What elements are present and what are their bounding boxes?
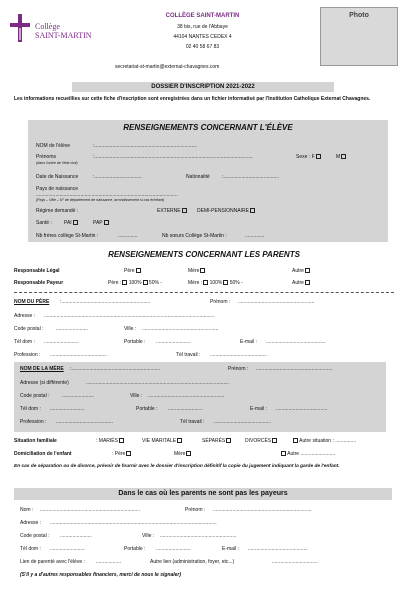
adresse-pere-label: Adresse :	[14, 313, 36, 319]
dom-mere-label: Mère	[174, 451, 186, 457]
vie-maritale-checkbox[interactable]	[177, 438, 182, 443]
email: secretariat-st-martin@externat-chavagnes.com	[115, 64, 220, 70]
ville-pere-label: Ville :	[124, 326, 137, 332]
teltravail-pere-dots[interactable]: .........................................	[210, 352, 267, 358]
payeur-ville-dots[interactable]: .......................................................	[160, 533, 237, 539]
payeur-email-label: E-mail :	[222, 546, 239, 552]
cp-mere-label: Code postal :	[20, 393, 50, 399]
situation-vie-maritale	[142, 438, 182, 444]
payeur-lien-dots[interactable]: ..................	[96, 559, 122, 565]
resp-legal-pere-checkbox[interactable]	[136, 268, 141, 273]
payeurs-section-title: Dans le cas où les parents ne sont pas les payeurs	[118, 490, 288, 497]
payeur-prenom-label: Prénom :	[185, 507, 206, 513]
payeur-pere-50-label: 50%	[148, 280, 159, 286]
teldom-pere-label: Tél dom :	[14, 339, 35, 345]
regime-externe	[157, 208, 187, 214]
regime-demi	[197, 208, 255, 214]
portable-mere-dots[interactable]: .........................	[168, 406, 203, 412]
profession-pere-dots[interactable]: .........................................	[50, 352, 107, 358]
payeur-cp-dots[interactable]: .......................	[60, 533, 92, 539]
teltravail-pere-label: Tél travail :	[176, 352, 201, 358]
logo-text: Collège	[35, 22, 60, 31]
logo-cross-icon	[10, 14, 30, 42]
domiciliation-mere	[174, 451, 191, 457]
maries-label: MARIÉS	[98, 438, 118, 444]
resp-payeur-label: Responsable Payeur	[14, 280, 64, 286]
payeur-pere-label: Père :	[108, 280, 122, 286]
email-pere-label: E-mail :	[240, 339, 257, 345]
resp-legal-pere-label: Père	[124, 268, 135, 274]
freres-dots[interactable]: ..............	[118, 233, 138, 239]
situation-divorces	[245, 438, 277, 444]
nom-pere-dots[interactable]: :................................................................	[60, 299, 151, 305]
externe-checkbox[interactable]	[182, 208, 187, 213]
parents-section-title: RENSEIGNEMENTS CONCERNANT LES PARENTS	[108, 250, 300, 259]
separator-line	[14, 292, 394, 293]
pap-checkbox[interactable]	[104, 220, 109, 225]
profession-pere-label: Profession :	[14, 352, 41, 358]
teltravail-mere-label: Tél travail :	[180, 419, 205, 425]
dom-pere-checkbox[interactable]	[126, 451, 131, 456]
sexe-m-label: M	[336, 154, 341, 160]
resp-legal-autre-label: Autre	[292, 268, 304, 274]
demi-label: DEMI-PENSIONNAIRE	[197, 208, 249, 214]
address-line-2: 44104 NANTES CEDEX 4	[173, 34, 232, 40]
soeurs-dots[interactable]: ..............	[245, 233, 265, 239]
eleve-section	[28, 120, 388, 242]
vie-maritale-label: VIE MARITALE	[142, 438, 177, 444]
externe-label: EXTERNE	[157, 208, 181, 214]
domiciliation-label: Domiciliation de l'enfant	[14, 451, 72, 457]
autre-situation-label: Autre situation :	[299, 438, 334, 444]
payeur-teldom-label: Tél dom :	[20, 546, 41, 552]
resp-payeur-autre	[292, 280, 310, 286]
sexe-label	[296, 154, 321, 160]
sexe-m	[336, 154, 346, 160]
maries-checkbox[interactable]	[119, 438, 124, 443]
logo-text2: SAINT-MARTIN	[35, 31, 92, 40]
payeur-pere-100-checkbox[interactable]	[122, 280, 127, 285]
cp-pere-label: Code postal :	[14, 326, 44, 332]
nom-mere-dots[interactable]: :................................................................	[70, 366, 161, 372]
sexe-f-label: Sexe : F	[296, 154, 315, 160]
resp-legal-autre-checkbox[interactable]	[305, 268, 310, 273]
address-line-1: 38 bis, rue de l'Abbaye	[177, 24, 228, 30]
situation-autre	[292, 438, 356, 444]
pays-note: (Pays – Ville – N° de département de naissance, arrondissement si cas échéant)	[36, 198, 165, 202]
payeur-mere-100-label: 100%	[209, 280, 223, 286]
situation-label: Situation familiale	[14, 438, 57, 444]
payeur-nom-label: Nom :	[20, 507, 34, 513]
domiciliation-pere: : Père	[112, 451, 131, 457]
teltravail-mere-dots[interactable]: .........................................	[214, 419, 271, 425]
freres-label: Nb frères collège St-Martin :	[36, 233, 99, 239]
nationalite-label: Nationalité	[186, 174, 210, 180]
payeur-teldom-dots[interactable]: .........................	[50, 546, 85, 552]
teldom-mere-dots[interactable]: .........................	[50, 406, 85, 412]
prenom-pere-label: Prénom :	[210, 299, 231, 305]
email-mere-dots[interactable]: .....................................	[276, 406, 328, 412]
payeur-prenom-dots[interactable]: .......................................................................	[213, 507, 312, 513]
portable-pere-dots[interactable]: .........................	[156, 339, 191, 345]
sexe-f-checkbox[interactable]	[316, 154, 321, 159]
situation-separes	[202, 438, 231, 444]
payeur-ville-label: Ville :	[142, 533, 155, 539]
dom-autre-label: Autre	[287, 451, 300, 457]
resp-legal-label: Responsable Légal	[14, 268, 60, 274]
resp-legal-mere-label: Mère	[188, 268, 200, 274]
payeur-nom-dots[interactable]: ........................................................................	[40, 507, 141, 513]
payeur-pere-100-label: 100%	[128, 280, 142, 286]
ville-mere-dots[interactable]: .......................................................	[148, 393, 225, 399]
pap-label: PAP	[93, 220, 103, 226]
school-name: COLLÈGE SAINT-MARTIN	[165, 13, 240, 19]
situation-maries: : MARIÉS	[96, 438, 124, 444]
divorces-label: DIVORCÉS	[245, 438, 272, 444]
email-pere-dots[interactable]: ...........................................	[266, 339, 326, 345]
ville-pere-dots[interactable]: .......................................................	[142, 326, 219, 332]
dom-pere-label: Père	[114, 451, 126, 457]
soeurs-label: Nb sœurs Collège St-Martin :	[162, 233, 227, 239]
intro-text: Les informations recueillies sur cette fiche d'inscription sont enregistrées dans un fichier informatisé par l'Institution Catholique Externat Chavagnes.	[14, 96, 371, 102]
payeur-autre-checkbox[interactable]	[305, 280, 310, 285]
separes-label: SÉPARÉS	[202, 438, 226, 444]
payeur-mere-50-label: 50%	[229, 280, 240, 286]
dom-mere-checkbox[interactable]	[186, 451, 191, 456]
teldom-pere-dots[interactable]: .........................	[44, 339, 79, 345]
teldom-mere-label: Tél dom :	[20, 406, 41, 412]
payeur-lien-label: Lien de parenté avec l'élève :	[20, 559, 85, 565]
payeur-autre-lien-dots[interactable]: .................................	[272, 559, 318, 565]
prenoms-dots[interactable]: :..................................................................................................................	[93, 154, 253, 160]
profession-mere-label: Profession :	[20, 419, 47, 425]
demi-checkbox[interactable]	[250, 208, 255, 213]
portable-mere-label: Portable :	[136, 406, 158, 412]
pai-label: PAI	[64, 220, 72, 226]
nom-dots[interactable]: :..........................................................................	[93, 143, 198, 149]
prenoms-note: (dans l'ordre de l'état civil)	[36, 161, 78, 165]
sante-pap	[93, 220, 109, 226]
logo	[10, 10, 110, 46]
separes-checkbox[interactable]	[226, 438, 231, 443]
prenom-pere-dots[interactable]: .......................................................	[238, 299, 315, 305]
payeur-portable-dots[interactable]: .........................	[156, 546, 191, 552]
dom-autre-dots[interactable]: .........................	[300, 451, 336, 457]
photo-label: Photo	[349, 12, 369, 19]
pays-dots[interactable]: ......................................................................................................	[36, 192, 178, 198]
email-mere-label: E-mail :	[250, 406, 267, 412]
adresse-pere-dots[interactable]: ...........................................................................................................................	[44, 313, 215, 319]
adresse-mere-dots[interactable]: .......................................................................................................	[86, 380, 230, 386]
nom-pere-label: NOM DU PÈRE	[14, 299, 50, 305]
pai-checkbox[interactable]	[73, 220, 78, 225]
sexe-m-checkbox[interactable]	[341, 154, 346, 159]
autre-situation-dots[interactable]: ...............	[335, 438, 357, 444]
domiciliation-autre	[280, 451, 335, 457]
payeur-mere-label: Mère :	[188, 280, 203, 286]
prenoms-label: Prénoms	[36, 154, 57, 160]
resp-legal-pere	[124, 268, 141, 274]
dom-autre-checkbox[interactable]	[281, 451, 286, 456]
payeur-mere-50-checkbox[interactable]	[223, 280, 228, 285]
prenom-mere-label: Prénom :	[228, 366, 249, 372]
sante-label: Santé :	[36, 220, 52, 226]
payeur-email-dots[interactable]: ...........................................	[248, 546, 308, 552]
nom-mere-label: NOM DE LA MÈRE	[20, 366, 64, 372]
ville-mere-label: Ville :	[130, 393, 143, 399]
page-title: DOSSIER D'INSCRIPTION 2021-2022	[151, 84, 255, 90]
separation-note: En cas de séparation ou de divorce, prévoir de fournir avec le dossier d'inscription définitif la copie du jugement indiquant la garde de l'enfant.	[14, 464, 340, 469]
payeur-cp-label: Code postal :	[20, 533, 50, 539]
resp-legal-mere	[188, 268, 205, 274]
payeur-autre-label: Autre	[292, 280, 304, 286]
resp-payeur-pere: Père : 100% 50% -	[108, 280, 162, 286]
photo-box	[320, 7, 398, 66]
prenom-mere-dots[interactable]: .......................................................	[256, 366, 333, 372]
profession-mere-dots[interactable]: .........................................	[56, 419, 113, 425]
payeur-adresse-label: Adresse :	[20, 520, 42, 526]
resp-payeur-mere: Mère : 100% 50% -	[188, 280, 243, 286]
payeurs-note: (S'il y a d'autres responsables financiers, merci de nous le signaler)	[20, 572, 182, 578]
eleve-section-title: RENSEIGNEMENTS CONCERNANT L'ÉLÈVE	[123, 123, 293, 132]
nom-label: NOM de l'élève	[36, 143, 71, 149]
naissance-dots[interactable]: :..................................	[93, 174, 142, 180]
adresse-mere-label: Adresse (si différente)	[20, 380, 69, 386]
cp-pere-dots[interactable]: .......................	[56, 326, 88, 332]
nationalite-dots[interactable]: :........................................	[222, 174, 279, 180]
payeur-adresse-dots[interactable]: ........................................................................................................................	[50, 520, 217, 526]
autre-situation-checkbox[interactable]	[293, 438, 298, 443]
payeur-portable-label: Portable :	[124, 546, 146, 552]
pays-label: Pays de naissance	[36, 186, 78, 192]
cp-mere-dots[interactable]: .......................	[62, 393, 94, 399]
sante-pai	[64, 220, 78, 226]
payeur-mere-100-checkbox[interactable]	[203, 280, 208, 285]
payeur-autre-lien-label: Autre lien (administration, foyer, etc...)	[150, 559, 235, 565]
portable-pere-label: Portable :	[124, 339, 146, 345]
payeur-pere-50-checkbox[interactable]	[143, 280, 148, 285]
naissance-label: Date de Naissance	[36, 174, 79, 180]
resp-legal-autre	[292, 268, 310, 274]
regime-label: Régime demandé :	[36, 208, 79, 214]
resp-legal-mere-checkbox[interactable]	[200, 268, 205, 273]
phone: 02 40 58 67 83	[185, 44, 220, 50]
divorces-checkbox[interactable]	[272, 438, 277, 443]
